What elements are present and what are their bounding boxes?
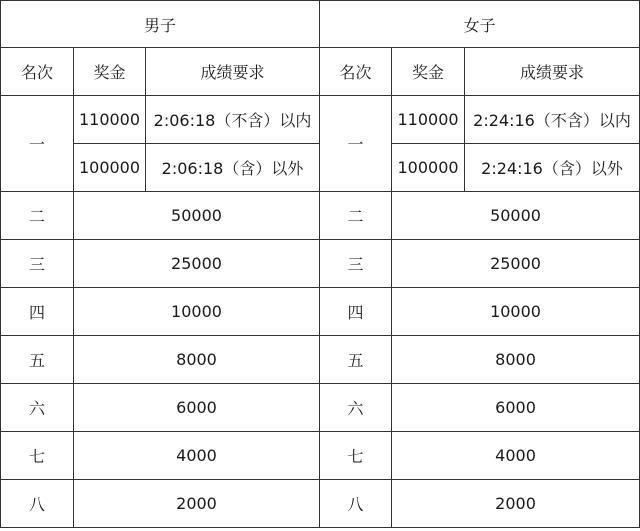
column-header-row	[1, 48, 640, 96]
men-rank-cell: 一	[1, 96, 74, 192]
table-row	[1, 384, 640, 432]
women-prize-header: 奖金	[392, 48, 465, 96]
men-prize-cell: 2000	[74, 480, 320, 528]
men-prize-cell: 10000	[74, 288, 320, 336]
men-prize-cell: 6000	[74, 384, 320, 432]
men-rank-cell: 七	[1, 432, 74, 480]
women-rank-cell: 一	[320, 96, 392, 192]
men-prize-header: 奖金	[74, 48, 146, 96]
men-prize-cell: 110000	[74, 96, 146, 144]
men-rank-cell: 二	[1, 192, 74, 240]
women-rank-cell: 二	[320, 192, 392, 240]
men-prize-cell: 8000	[74, 336, 320, 384]
women-prize-cell: 2000	[392, 480, 640, 528]
women-prize-cell: 25000	[392, 240, 640, 288]
women-rank-cell: 三	[320, 240, 392, 288]
women-rank-cell: 六	[320, 384, 392, 432]
table-row	[1, 336, 640, 384]
table-row	[1, 192, 640, 240]
women-rank-cell: 五	[320, 336, 392, 384]
men-rank-cell: 三	[1, 240, 74, 288]
gender-header-row	[1, 1, 640, 48]
men-requirement-cell: 2:06:18（含）以外	[146, 144, 320, 192]
men-prize-cell: 4000	[74, 432, 320, 480]
table-row	[1, 288, 640, 336]
men-rank-cell: 五	[1, 336, 74, 384]
table-row	[1, 480, 640, 528]
table-row	[1, 240, 640, 288]
men-rank-cell: 八	[1, 480, 74, 528]
women-rank-header: 名次	[320, 48, 392, 96]
men-prize-cell: 50000	[74, 192, 320, 240]
women-prize-cell: 6000	[392, 384, 640, 432]
table-row-first-a	[1, 96, 640, 144]
men-requirement-header: 成绩要求	[146, 48, 320, 96]
women-prize-cell: 8000	[392, 336, 640, 384]
women-header: 女子	[320, 1, 640, 48]
women-requirement-header: 成绩要求	[465, 48, 640, 96]
women-rank-cell: 七	[320, 432, 392, 480]
table-row	[1, 432, 640, 480]
men-requirement-cell: 2:06:18（不含）以内	[146, 96, 320, 144]
men-rank-cell: 六	[1, 384, 74, 432]
women-requirement-cell: 2:24:16（含）以外	[465, 144, 640, 192]
men-prize-cell: 100000	[74, 144, 146, 192]
men-header: 男子	[1, 1, 320, 48]
women-rank-cell: 四	[320, 288, 392, 336]
women-prize-cell: 50000	[392, 192, 640, 240]
women-rank-cell: 八	[320, 480, 392, 528]
women-prize-cell: 4000	[392, 432, 640, 480]
women-prize-cell: 110000	[392, 96, 465, 144]
women-prize-cell: 100000	[392, 144, 465, 192]
men-rank-header: 名次	[1, 48, 74, 96]
women-prize-cell: 10000	[392, 288, 640, 336]
men-rank-cell: 四	[1, 288, 74, 336]
men-prize-cell: 25000	[74, 240, 320, 288]
women-requirement-cell: 2:24:16（不含）以内	[465, 96, 640, 144]
